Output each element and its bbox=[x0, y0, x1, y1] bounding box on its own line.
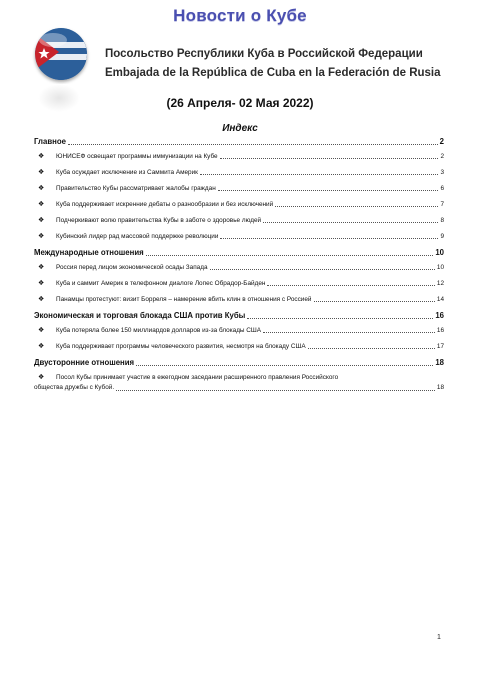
dot-leader bbox=[220, 238, 438, 239]
toc-entry[interactable] bbox=[34, 201, 444, 209]
diamond-bullet-icon: ❖ bbox=[38, 185, 45, 192]
dot-leader bbox=[210, 269, 435, 270]
dot-leader bbox=[263, 222, 438, 223]
dot-leader bbox=[220, 158, 439, 159]
toc-entry[interactable] bbox=[34, 153, 444, 161]
toc-entry-label: Правительство Кубы рассматривает жалобы граждан bbox=[56, 185, 216, 192]
dot-leader bbox=[263, 332, 435, 333]
toc-section[interactable] bbox=[34, 248, 444, 258]
dot-leader bbox=[116, 390, 435, 391]
toc-entry-label: Куба и саммит Америк в телефонном диалоге Лопес Обрадор-Байден bbox=[56, 280, 266, 287]
toc-section-label: Двусторонние отношения bbox=[34, 358, 135, 367]
toc-section[interactable] bbox=[34, 137, 444, 147]
dot-leader bbox=[247, 318, 433, 319]
toc-entry[interactable] bbox=[34, 296, 444, 304]
dot-leader bbox=[218, 190, 439, 191]
toc-entry-label: Куба потеряла более 150 миллиардов долларов из-за блокады США bbox=[56, 327, 262, 334]
table-of-contents bbox=[34, 137, 444, 393]
toc-page-number: 3 bbox=[440, 169, 444, 176]
toc-page-number: 8 bbox=[440, 217, 444, 224]
diamond-bullet-icon: ❖ bbox=[38, 169, 45, 176]
embassy-name-spanish: Embajada de la República de Cuba en la Federación de Rusia bbox=[105, 67, 441, 79]
toc-page-number: 9 bbox=[440, 233, 444, 240]
toc-entry[interactable] bbox=[34, 264, 444, 272]
dot-leader bbox=[146, 255, 434, 256]
toc-page-number: 2 bbox=[440, 153, 444, 160]
toc-page-number: 2 bbox=[439, 137, 444, 146]
diamond-bullet-icon: ❖ bbox=[38, 296, 45, 303]
toc-entry-label: Куба поддерживает программы человеческого развития, несмотря на блокаду США bbox=[56, 343, 306, 350]
toc-page-number: 16 bbox=[435, 311, 444, 320]
toc-entry[interactable] bbox=[34, 169, 444, 177]
dot-leader bbox=[267, 285, 434, 286]
toc-page-number: 6 bbox=[440, 185, 444, 192]
toc-entry-label: Куба поддерживает искренние дебаты о разнообразии и без исключений bbox=[56, 201, 274, 208]
newsletter-title: Новости о Кубе bbox=[173, 6, 307, 25]
dot-leader bbox=[314, 301, 435, 302]
footer-page-number: 1 bbox=[437, 634, 441, 641]
toc-page-number: 7 bbox=[440, 201, 444, 208]
cuba-flag-sphere-logo bbox=[35, 28, 87, 80]
toc-entry-label: Подчеркивают волю правительства Кубы в заботе о здоровье людей bbox=[56, 217, 262, 224]
diamond-bullet-icon: ❖ bbox=[38, 233, 45, 240]
toc-entry-label: Кубинский лидер рад массовой поддержке революции bbox=[56, 233, 219, 240]
toc-entry[interactable] bbox=[34, 280, 444, 288]
toc-entry[interactable] bbox=[34, 217, 444, 225]
toc-page-number: 17 bbox=[436, 343, 444, 350]
diamond-bullet-icon: ❖ bbox=[38, 201, 45, 208]
toc-page-number: 16 bbox=[436, 327, 444, 334]
diamond-bullet-icon: ❖ bbox=[38, 153, 45, 160]
diamond-bullet-icon: ❖ bbox=[38, 217, 45, 224]
dot-leader bbox=[308, 348, 435, 349]
dot-leader bbox=[275, 206, 438, 207]
toc-entry[interactable] bbox=[34, 373, 444, 393]
toc-section-label: Международные отношения bbox=[34, 248, 144, 257]
date-range: (26 Апреля- 02 Мая 2022) bbox=[166, 96, 314, 110]
toc-page-number: 14 bbox=[436, 296, 444, 303]
toc-section-label: Экономическая и торговая блокада США против Кубы bbox=[34, 311, 246, 320]
toc-entry-label-line1: Посол Кубы принимает участие в ежегодном заседании расширенного правления Российского bbox=[56, 374, 339, 381]
dot-leader bbox=[68, 144, 438, 145]
toc-entry-label: Куба осуждает исключение из Саммита Америк bbox=[56, 169, 198, 176]
toc-entry[interactable] bbox=[34, 233, 444, 241]
diamond-bullet-icon: ❖ bbox=[38, 327, 45, 334]
diamond-bullet-icon: ❖ bbox=[38, 374, 45, 381]
toc-page-number: 10 bbox=[435, 248, 444, 257]
diamond-bullet-icon: ❖ bbox=[38, 264, 45, 271]
diamond-bullet-icon: ❖ bbox=[38, 280, 45, 287]
toc-page-number: 18 bbox=[435, 358, 444, 367]
toc-section[interactable] bbox=[34, 358, 444, 368]
toc-section[interactable] bbox=[34, 311, 444, 321]
toc-section-label: Главное bbox=[34, 137, 66, 146]
toc-entry[interactable] bbox=[34, 343, 444, 351]
toc-page-number: 18 bbox=[436, 384, 444, 391]
index-heading: Индекс bbox=[222, 123, 258, 134]
diamond-bullet-icon: ❖ bbox=[38, 343, 45, 350]
toc-entry-label-line2: общества дружбы с Кубой. bbox=[34, 384, 115, 391]
toc-entry[interactable] bbox=[34, 185, 444, 193]
dot-leader bbox=[136, 365, 433, 366]
embassy-name-russian: Посольство Республики Куба в Российской Федерации bbox=[105, 48, 423, 60]
toc-entry-label: ЮНИСЕФ освещает программы иммунизации на Кубе bbox=[56, 153, 218, 160]
toc-entry-label: Панамцы протестуют: визит Борреля – намерение вбить клин в отношения с Россией bbox=[56, 296, 312, 303]
dot-leader bbox=[200, 174, 438, 175]
toc-entry[interactable] bbox=[34, 327, 444, 335]
toc-page-number: 12 bbox=[436, 280, 444, 287]
toc-page-number: 10 bbox=[436, 264, 444, 271]
toc-entry-label: Россия перед лицом экономической осады Запада bbox=[56, 264, 208, 271]
